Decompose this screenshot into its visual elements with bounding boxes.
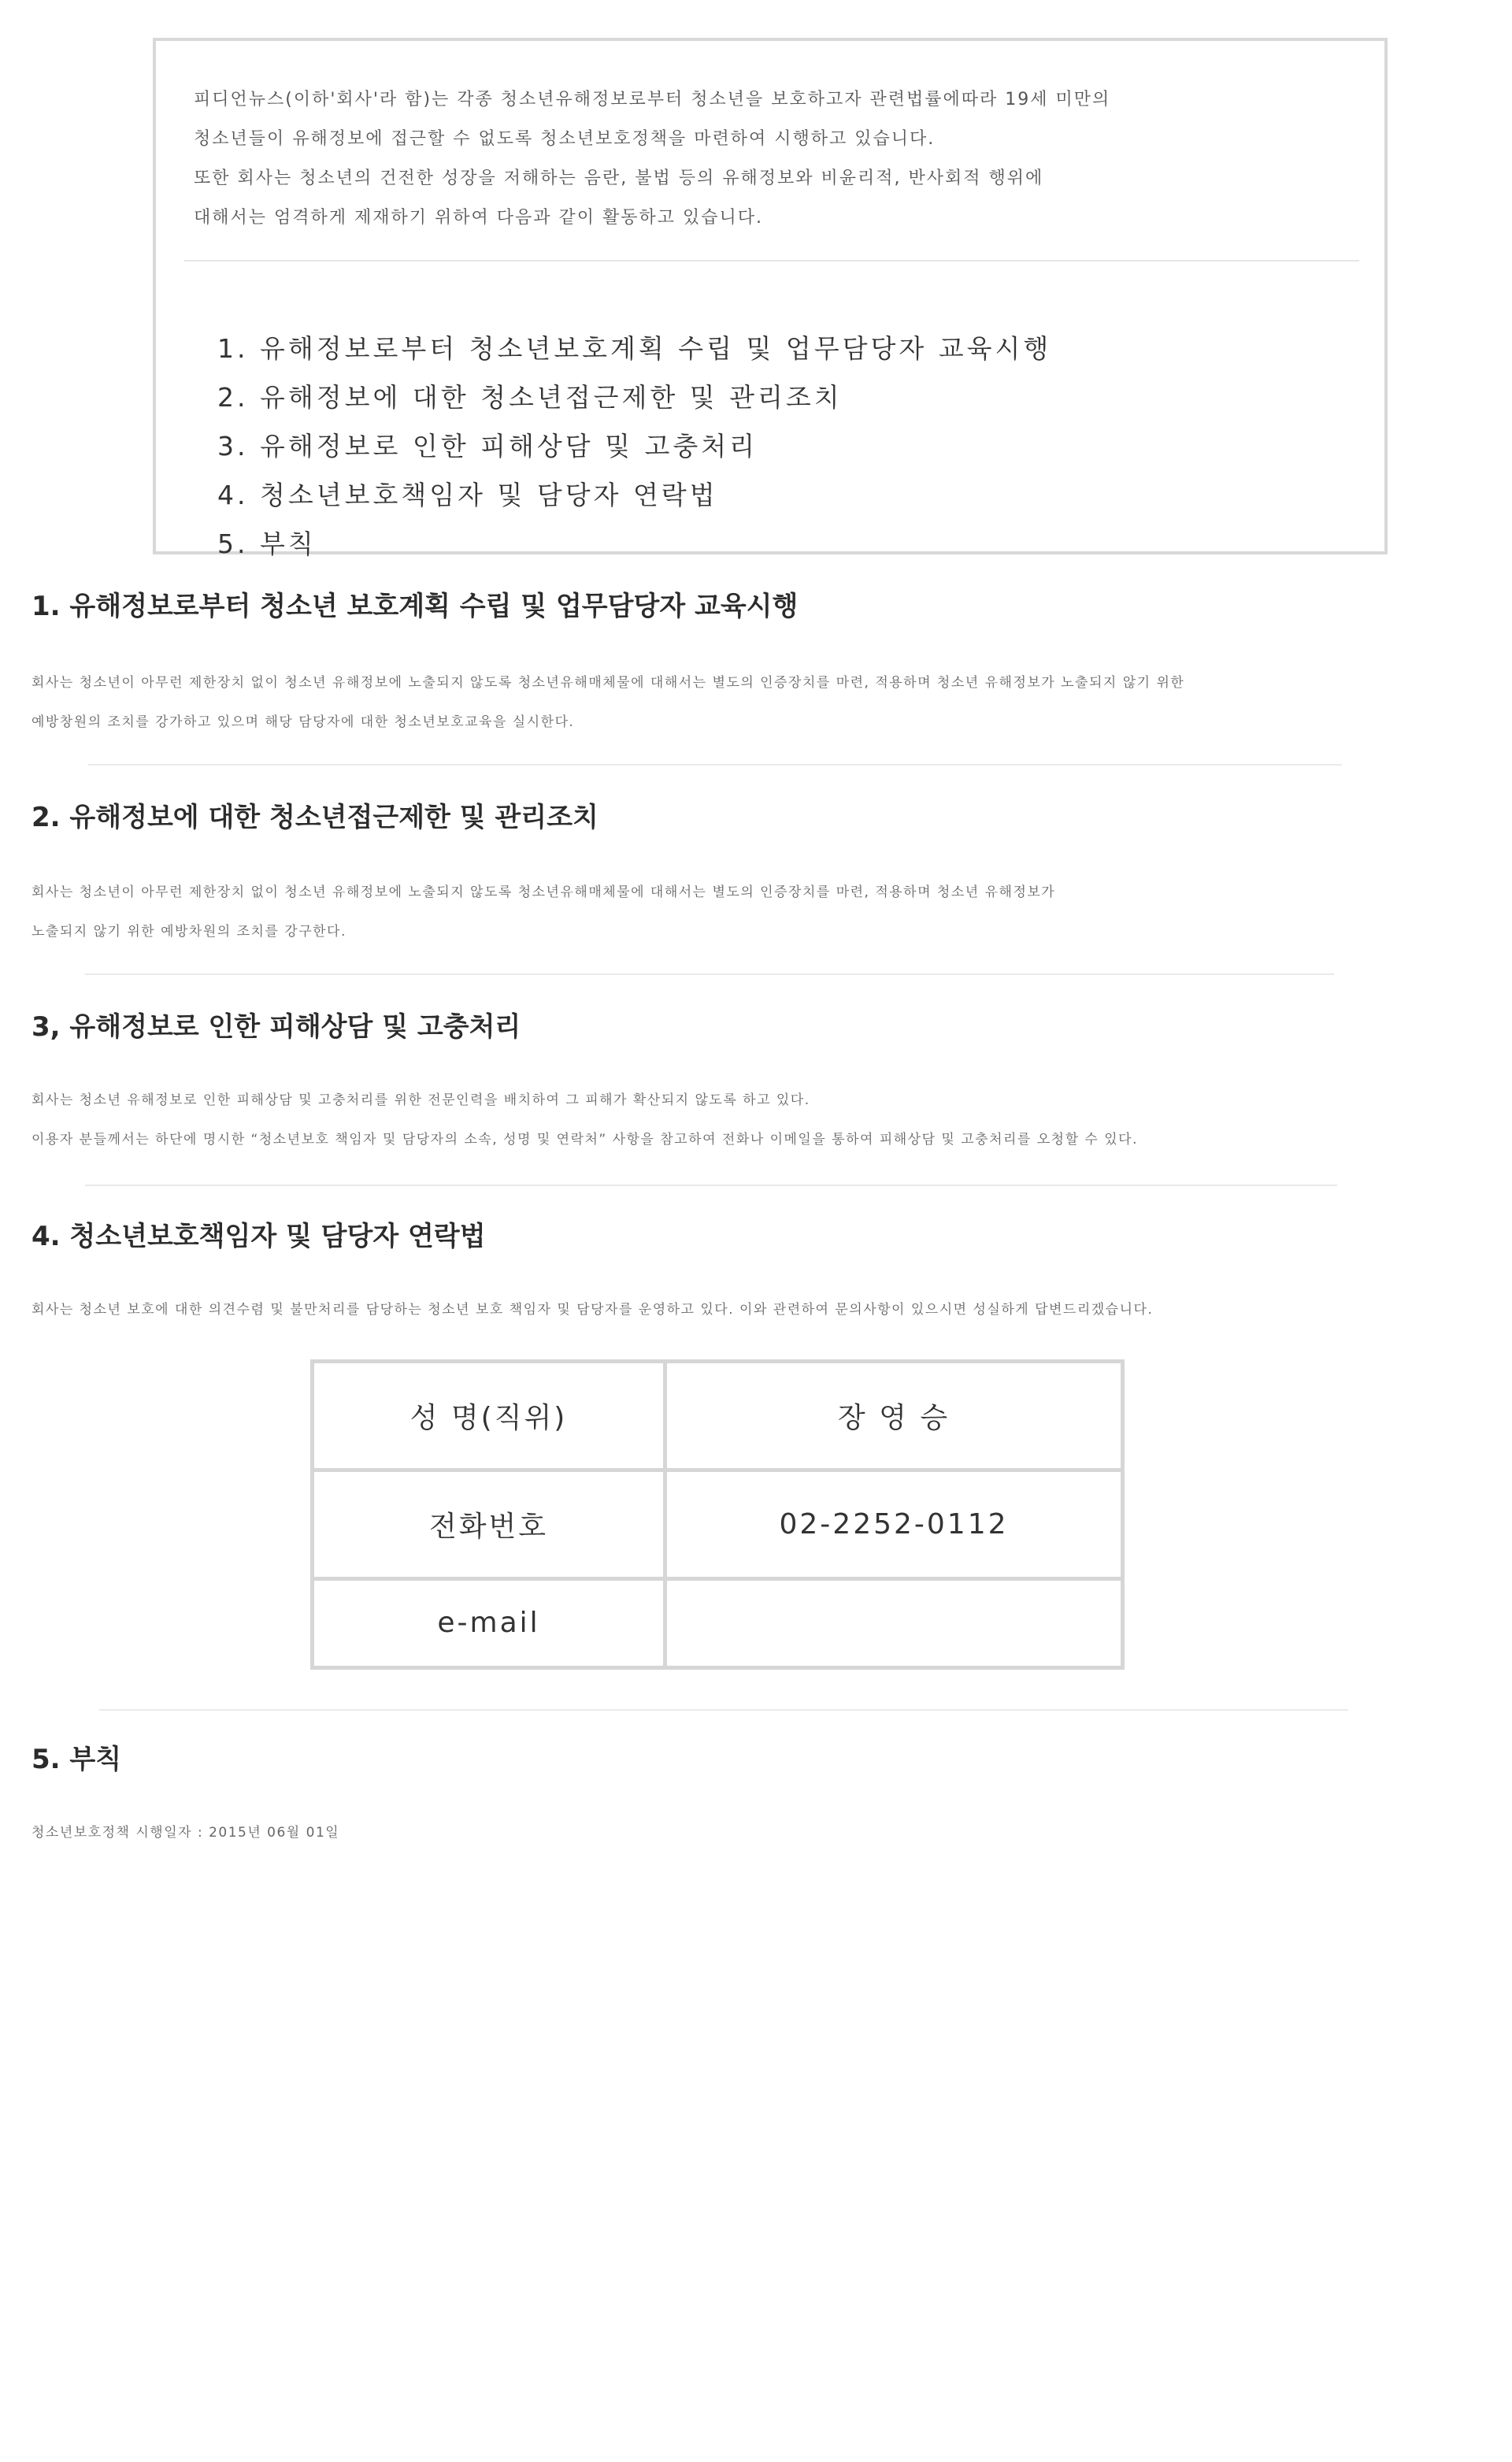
phone-label-cell: 전화번호 xyxy=(313,1470,665,1578)
table-row xyxy=(313,1362,1123,1470)
section-3-title: 3, 유해정보로 인한 피해상담 및 고충처리 xyxy=(32,1011,521,1043)
table-of-contents xyxy=(217,324,1051,569)
section-4-text: 회사는 청소년 보호에 대한 의견수렴 및 불만처리를 담당하는 청소년 보호 책임자 및 담당자를 운영하고 있다. 이와 관련하여 문의사항이 있으시면 성실하게 답변드리겠습니다. xyxy=(32,1302,1154,1318)
phone-value-cell: 02-2252-0112 xyxy=(665,1470,1123,1578)
section-5-text: 청소년보호정책 시행일자 : 2015년 06월 01일 xyxy=(32,1825,340,1841)
toc-item: 3. 유해정보로 인한 피해상담 및 고충처리 xyxy=(217,431,758,462)
section-divider xyxy=(99,1709,1348,1711)
section-divider xyxy=(85,1185,1337,1186)
section-5-title: 5. 부칙 xyxy=(32,1744,122,1775)
intro-paragraph xyxy=(194,80,1343,238)
section-1-title: 1. 유해정보로부터 청소년 보호계획 수립 및 업무담당자 교육시행 xyxy=(32,591,799,622)
section-divider xyxy=(85,973,1334,975)
table-row xyxy=(313,1470,1123,1578)
toc-item: 4. 청소년보호책임자 및 담당자 연락법 xyxy=(217,480,718,510)
name-value-cell: 장 영 승 xyxy=(665,1362,1123,1470)
email-value-cell xyxy=(665,1578,1123,1667)
table-row xyxy=(313,1578,1123,1667)
toc-item: 5. 부칙 xyxy=(217,528,317,559)
email-label-cell: e-mail xyxy=(313,1578,665,1667)
contact-table xyxy=(310,1359,1125,1670)
intro-line: 대해서는 엄격하게 제재하기 위하여 다음과 같이 활동하고 있습니다. xyxy=(194,208,764,228)
section-1-text: 예방창원의 조치를 강가하고 있으며 해당 담당자에 대한 청소년보호교육을 실시한다. xyxy=(32,714,575,730)
section-3-text: 회사는 청소년 유해정보로 인한 피해상담 및 고충처리를 위한 전문인력을 배치하여 그 피해가 확산되지 않도록 하고 있다. xyxy=(32,1092,810,1108)
intro-box xyxy=(153,38,1388,559)
intro-line: 청소년들이 유해정보에 접근할 수 없도록 청소년보호정책을 마련하여 시행하고 있습니다. xyxy=(194,129,936,149)
intro-divider xyxy=(184,260,1359,261)
section-2-text: 노출되지 않기 위한 예방차원의 조치를 강구한다. xyxy=(32,924,346,940)
section-4-title: 4. 청소년보호책임자 및 담당자 연락법 xyxy=(32,1221,486,1252)
toc-item: 1. 유해정보로부터 청소년보호계획 수립 및 업무담당자 교육시행 xyxy=(217,333,1052,364)
name-label-cell: 성 명(직위) xyxy=(313,1362,665,1470)
section-divider xyxy=(88,764,1342,766)
section-2-title: 2. 유해정보에 대한 청소년접근제한 및 관리조치 xyxy=(32,802,598,833)
intro-line: 또한 회사는 청소년의 건전한 성장을 저해하는 음란, 불법 등의 유해정보와 비윤리적, 반사회적 행위에 xyxy=(194,169,1044,188)
section-3-text: 이용자 분들께서는 하단에 명시한 “청소년보호 책임자 및 담당자의 소속, 성명 및 연락처” 사항을 참고하여 전화나 이메일을 통하여 피해상담 및 고충처리를 오청할 수 있다. xyxy=(32,1132,1138,1148)
section-2-text: 회사는 청소년이 아무런 제한장치 없이 청소년 유해정보에 노출되지 않도록 청소년유해매체물에 대해서는 별도의 인증장치를 마련, 적용하며 청소년 유해정보가 xyxy=(32,884,1056,900)
toc-item: 2. 유해정보에 대한 청소년접근제한 및 관리조치 xyxy=(217,382,843,413)
section-1-text: 회사는 청소년이 아무런 제한장치 없이 청소년 유해정보에 노출되지 않도록 청소년유해매체물에 대해서는 별도의 인증장치를 마련, 적용하며 청소년 유해정보가 노출되지 않기 위한 xyxy=(32,675,1185,691)
intro-line: 피디언뉴스(이하'회사'라 함)는 각종 청소년유해정보로부터 청소년을 보호하고자 관련법률에따라 19세 미만의 xyxy=(194,90,1111,109)
